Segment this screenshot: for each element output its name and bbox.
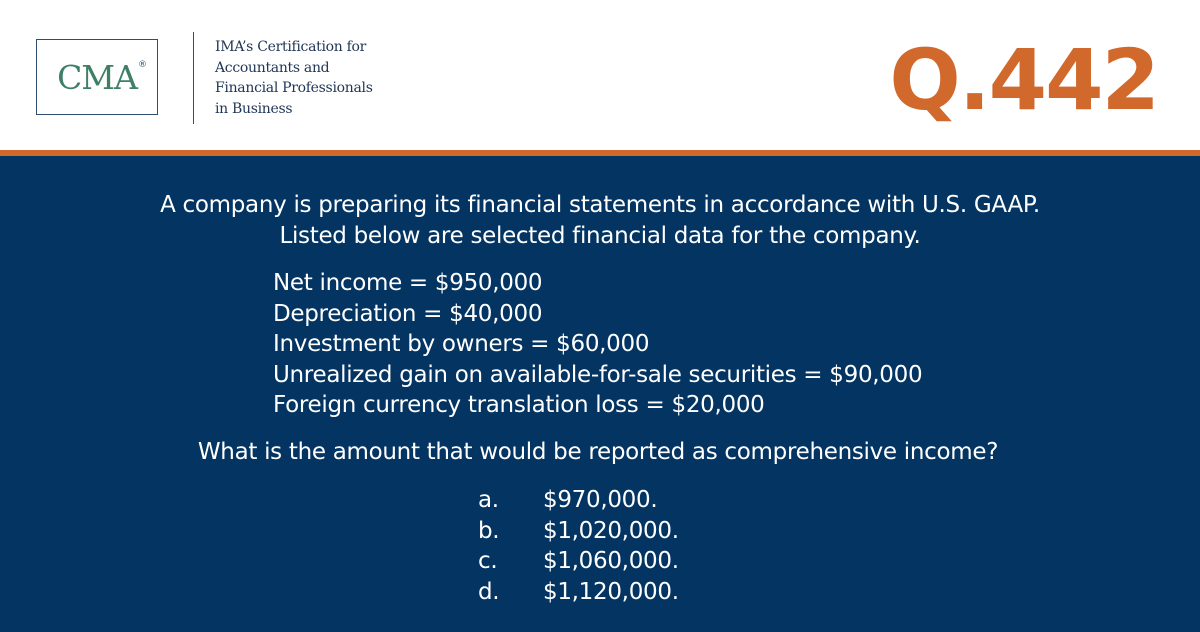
answer-option-d[interactable] [478, 577, 679, 608]
data-item: Depreciation = $40,000 [273, 300, 543, 327]
financial-data-list [273, 268, 922, 421]
tagline-line: Accountants and [215, 59, 330, 76]
tagline-line: in Business [215, 100, 293, 117]
answer-option-a[interactable] [478, 485, 679, 516]
option-text: $970,000. [543, 487, 658, 513]
data-item: Investment by owners = $60,000 [273, 331, 650, 357]
data-item: Net income = $950,000 [273, 270, 543, 296]
answer-option-b[interactable] [478, 516, 679, 547]
option-letter: b. [478, 517, 500, 544]
option-letter: d. [478, 578, 500, 605]
option-text: $1,120,000. [543, 578, 679, 605]
registered-mark: ® [137, 59, 146, 70]
question-number: Q.442 [889, 31, 1158, 129]
question-prompt: What is the amount that would be reported as comprehensive income? [197, 439, 999, 465]
tagline [215, 37, 415, 119]
answer-option-c[interactable] [478, 546, 679, 577]
question-panel [0, 156, 1200, 632]
option-letter: c. [478, 548, 498, 574]
option-letter: a. [478, 487, 499, 513]
cma-logo [36, 39, 158, 115]
logo-letters: CMA [57, 57, 137, 97]
option-text: $1,020,000. [543, 517, 679, 544]
question-intro [0, 190, 1200, 252]
header-divider [193, 32, 194, 124]
tagline-line: Financial Professionals [215, 80, 373, 96]
tagline-line: IMA’s Certification for [215, 39, 367, 55]
intro-line: A company is preparing its financial statements in accordance with U.S. GAAP. [160, 192, 1040, 218]
intro-line: Listed below are selected financial data for the company. [279, 223, 921, 249]
logo-text [57, 57, 146, 97]
answer-options [478, 485, 679, 607]
header [0, 0, 1200, 150]
data-item: Foreign currency translation loss = $20,000 [273, 392, 765, 418]
option-text: $1,060,000. [543, 548, 679, 574]
data-item: Unrealized gain on available-for-sale securities = $90,000 [273, 361, 923, 388]
